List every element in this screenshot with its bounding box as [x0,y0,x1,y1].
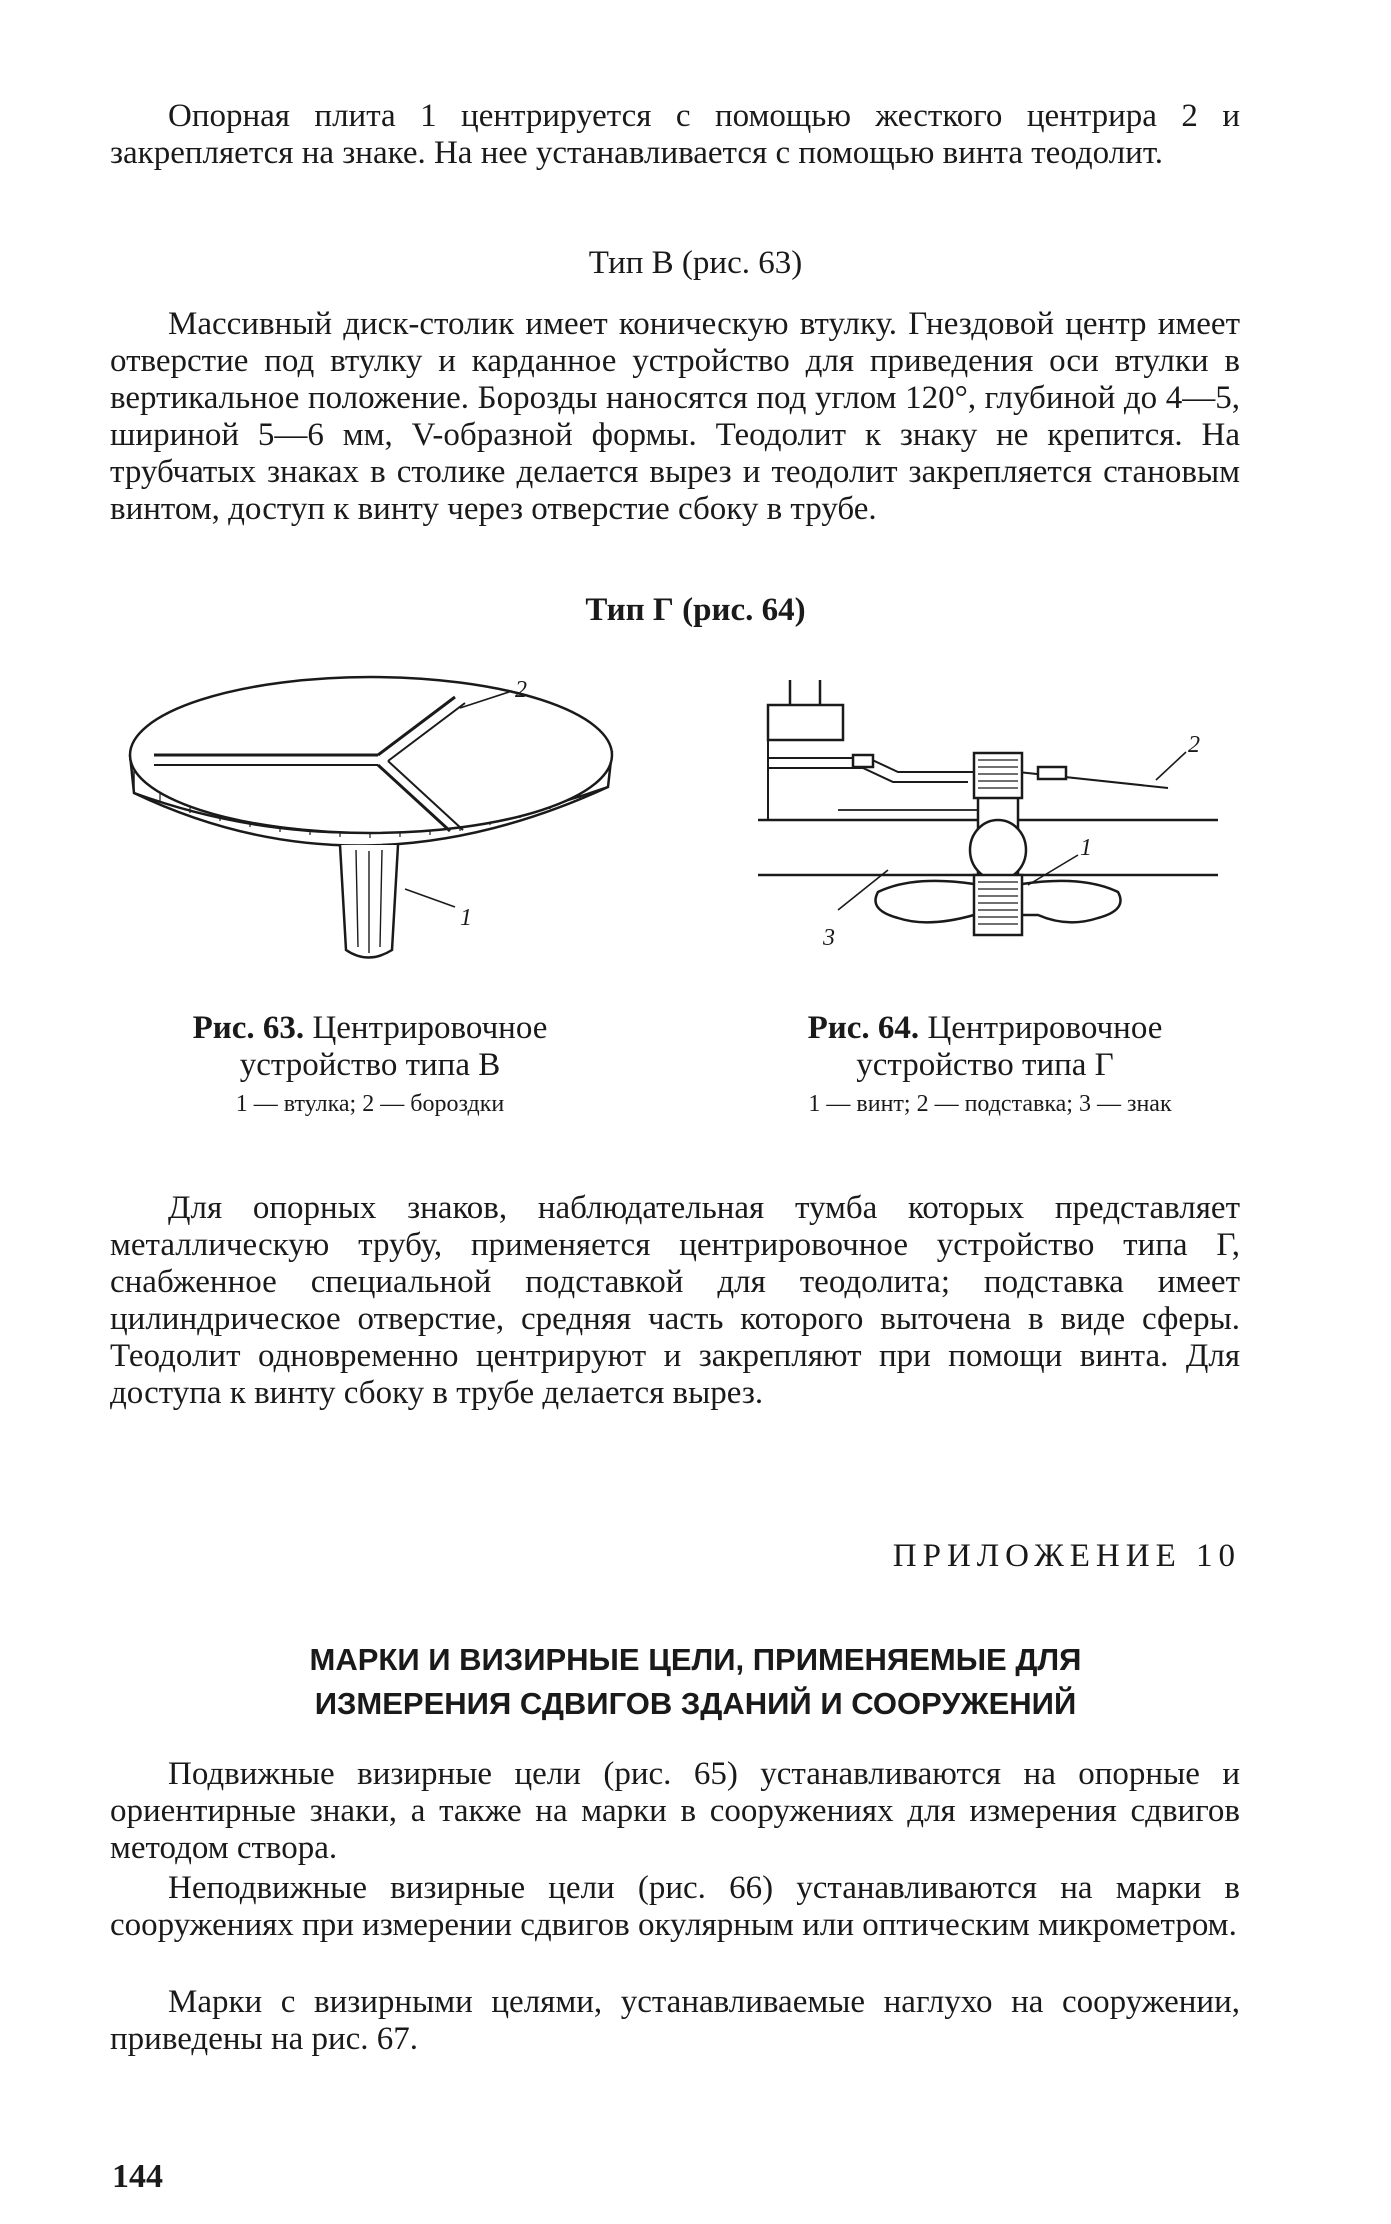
section-title-line-1: МАРКИ И ВИЗИРНЫЕ ЦЕЛИ, ПРИМЕНЯЕМЫЕ ДЛЯ [309,1642,1082,1677]
theodolite-base [768,705,843,740]
fig63-caption-number: Рис. 63. [192,1010,305,1046]
fig63-caption-text: Центрировочное устройство типа В [239,1010,548,1083]
paragraph-fixed-targets: Неподвижные визирные цели (рис. 66) устанавливаются на марки в сооружениях при измерении сдвигов окулярным или оптическим микрометром. [110,1870,1240,1943]
fig63-label-1: 1 [460,905,472,931]
heading-type-v: Тип В (рис. 63) [588,245,803,281]
fig64-caption-text: Центрировочное устройство типа Г [856,1010,1163,1083]
paragraph-marks: Марки с визирными целями, устанавливаемые наглухо на сооружении, приведены на рис. 67. [110,1984,1240,2057]
section-title-line-2: ИЗМЕРЕНИЯ СДВИГОВ ЗДАНИЙ И СООРУЖЕНИЙ [314,1686,1077,1721]
paragraph-disk-table: Массивный диск-столик имеет коническую втулку. Гнездовой центр имеет отверстие под втулку и карданное устройство для приведения оси втулки в вертикальное положение. Борозды наносятся под углом 120°, глубиной до 4—5, шириной 5—6 мм, V-образной формы. Теодолит к знаку не крепится. На трубчатых знаках в столике делается вырез и теодолит закрепляется становым винтом, доступ к винту через отверстие сбоку в трубе. [110,306,1240,527]
page-number: 144 [112,2158,163,2195]
paragraph-support-signs: Для опорных знаков, наблюдательная тумба которых представляет металлическую трубу, применяется центрировочное устройство типа Г, снабженное специальной подставкой для теодолита; подставка имеет цилиндрическое отверстие, средняя часть которого выточена в виде сферы. Теодолит одновременно центрируют и закрепляют при помощи винта. Для доступа к винту сбоку в трубе делается вырез. [110,1190,1240,1411]
heading-type-g: Тип Г (рис. 64) [585,592,806,628]
fig64-legend: 1 — винт; 2 — подставка; 3 — знак [808,1091,1172,1117]
fig64-label-1: 1 [1080,835,1092,861]
fig64-caption [735,1010,1235,1084]
fig63-legend: 1 — втулка; 2 — бороздки [235,1091,505,1117]
sphere [970,820,1026,880]
fig63-caption [150,1010,590,1084]
fig64-caption-number: Рис. 64. [807,1010,920,1046]
screw-bottom [974,875,1022,935]
fig63-label-2: 2 [515,677,527,703]
fig64-label-2: 2 [1188,732,1200,758]
paragraph-movable-targets: Подвижные визирные цели (рис. 65) устанавливаются на опорные и ориентирные знаки, а также на марки в сооружениях для измерения сдвигов методом створа. [110,1756,1240,1866]
figure-63-centering-device [120,675,630,975]
fig64-label-3: 3 [823,925,835,951]
figure-64-centering-device [738,670,1238,970]
paragraph-support-plate: Опорная плита 1 центрируется с помощью жесткого центрира 2 и закрепляется на знаке. На нее устанавливается с помощью винта теодолит. [110,98,1240,171]
appendix-label: ПРИЛОЖЕНИЕ 10 [892,1538,1241,1574]
